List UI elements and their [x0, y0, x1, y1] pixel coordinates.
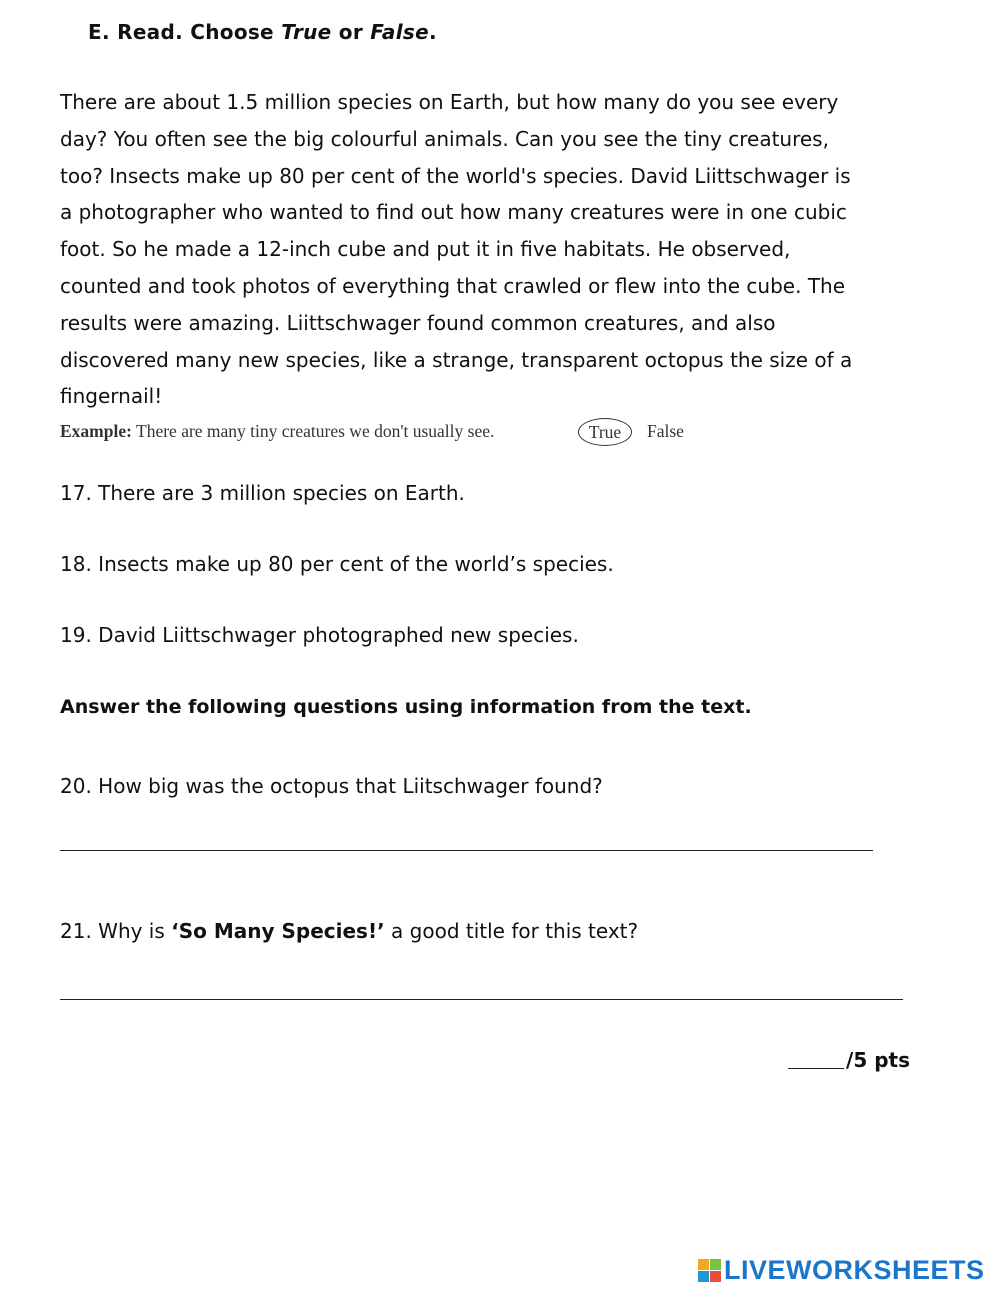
passage-line: day? You often see the big colourful animals. Can you see the tiny creatures, [60, 126, 829, 151]
example-label: Example: [60, 421, 132, 441]
example-statement [60, 421, 494, 442]
passage-line: There are about 1.5 million species on Earth, but how many do you see every [60, 90, 839, 114]
score-total [788, 1048, 910, 1072]
score-text: /5 pts [846, 1048, 910, 1072]
question-21-suffix: a good title for this text? [384, 919, 639, 943]
liveworksheets-logo [698, 1255, 985, 1285]
passage-line: discovered many new species, like a strange, transparent octopus the size of a [60, 347, 853, 372]
liveworksheets-logo-icon [698, 1259, 721, 1282]
question-18: 18. Insects make up 80 per cent of the world’s species. [60, 552, 614, 576]
question-21-prefix: 21. Why is [60, 919, 172, 943]
answer-line-21[interactable] [60, 999, 903, 1000]
example-true-option-circled: True [578, 418, 632, 446]
passage-line: results were amazing. Liittschwager found common creatures, and also [60, 310, 776, 335]
score-blank[interactable] [788, 1068, 844, 1069]
question-19: 19. David Liittschwager photographed new species. [60, 623, 579, 647]
reading-passage [60, 84, 920, 415]
example-text: There are many tiny creatures we don't usually see. [131, 421, 495, 441]
heading-suffix: . [428, 20, 437, 44]
section-heading [88, 20, 437, 44]
passage-line: counted and took photos of everything that crawled or flew into the cube. The [60, 273, 846, 298]
instruction-text: Answer the following questions using information from the text. [60, 696, 752, 718]
heading-true-word: True [281, 20, 332, 44]
passage-line: fingernail! [60, 384, 163, 409]
heading-prefix: E. Read. Choose [88, 20, 282, 44]
heading-or-word: or [331, 20, 371, 44]
question-20: 20. How big was the octopus that Liitschwager found? [60, 774, 603, 798]
question-21-title: ‘So Many Species!’ [171, 919, 385, 943]
heading-false-word: False [370, 20, 429, 44]
question-17: 17. There are 3 million species on Earth. [60, 481, 465, 505]
passage-line: a photographer who wanted to find out how many creatures were in one cubic [60, 200, 847, 225]
passage-line: foot. So he made a 12-inch cube and put it in five habitats. He observed, [60, 237, 791, 262]
answer-line-20[interactable] [60, 850, 873, 851]
question-21 [60, 919, 638, 943]
passage-line: too? Insects make up 80 per cent of the world's species. David Liittschwager is [60, 163, 851, 188]
example-false-option: False [647, 421, 684, 441]
logo-wordmark: LIVEWORKSHEETS [724, 1254, 985, 1285]
